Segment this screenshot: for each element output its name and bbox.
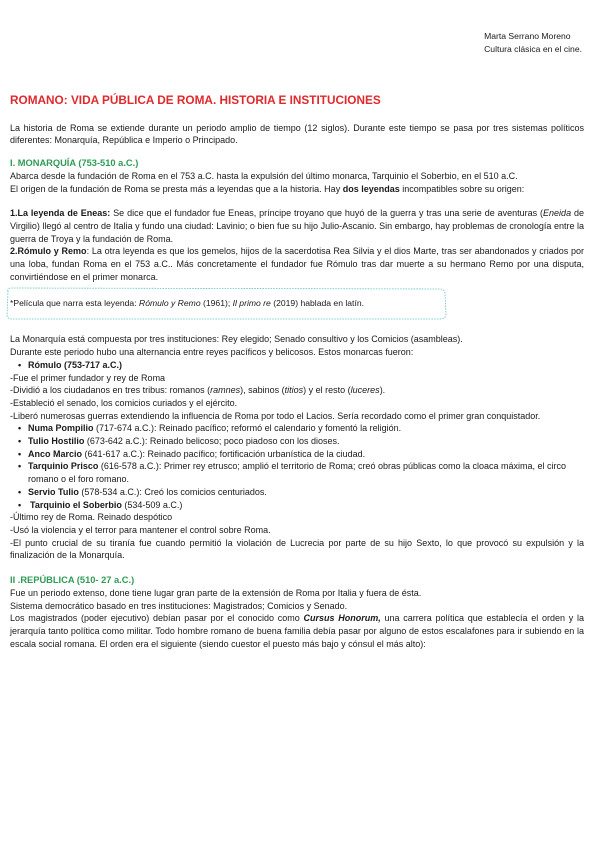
soberbio-point-1: -Último rey de Roma. Reinado despótico	[10, 512, 173, 523]
monarquia-institutions: La Monarquía está compuesta por tres instituciones: Rey elegido; Senado consultivo y los Comicios (asambleas).	[10, 334, 463, 345]
section-heading-republica: II .REPÚBLICA (510- 27 a.C.)	[10, 575, 135, 586]
monarquia-paragraph-2: El origen de la fundación de Roma se presta más a leyendas que a la historia. Hay dos leyendas incompatibles sobre su origen:	[10, 183, 525, 194]
film-note: *Película que narra esta leyenda: Rómulo y Remo (1961); Il primo re (2019) hablada en latín.	[10, 298, 364, 309]
course-name: Cultura clásica en el cine.	[484, 44, 582, 54]
king-tulio-hostilio: • Tulio Hostilio (673-642 a.C.): Reinado belicoso; poco piadoso con los dioses.	[10, 435, 584, 448]
king-romulo: • Rómulo (753-717 a.C.)	[10, 359, 584, 372]
document-title: ROMANO: VIDA PÚBLICA DE ROMA. HISTORIA E INSTITUCIONES	[10, 93, 381, 107]
film-note-box	[10, 289, 584, 319]
intro-paragraph: La historia de Roma se extiende durante un periodo amplio de tiempo (12 siglos). Durante este tiempo se pasa por tres sistemas políticos diferentes: Monarquía, República e Imperio o Principado.	[10, 122, 584, 146]
romulo-point-3: -Estableció el senado, los comicios curiados y el ejército.	[10, 397, 238, 408]
legend-romulo-remo: 2.Rómulo y Remo: La otra leyenda es que los gemelos, hijos de la sacerdotisa Rea Silvia y el dios Marte, tras ser abandonados y criados por una loba, fundan Roma en el 753 a.C.. Más concretamente el fundador fue Rómulo tras dar muerte a su hermano Remo por una disputa, convirtiéndose en el primer monarca.	[10, 246, 584, 282]
legend-eneas: 1.La leyenda de Eneas: Se dice que el fundador fue Eneas, príncipe troyano que huyó de la guerra y tras una serie de aventuras (Eneida de Virgilio) llegó al centro de Italia y fundo una ciudad: Lavinio; o bien fue su hijo Julio-Ascanio. Sin embargo, hay problemas de cronología entre la guerra de Troya y la fundación de Roma.	[10, 208, 584, 244]
monarquia-alternation: Durante este periodo hubo una alternancia entre reyes pacíficos y belicosos. Estos monarcas fueron:	[10, 347, 414, 358]
romulo-point-1: -Fue el primer fundador y rey de Roma	[10, 372, 166, 383]
republica-paragraph-2: Sistema democrático basado en tres instituciones: Magistrados; Comicios y Senado.	[10, 600, 348, 611]
king-servio-tulio: • Servio Tulio (578-534 a.C.): Creó los comicios centuriados.	[10, 486, 584, 499]
republica-paragraph-1: Fue un periodo extenso, done tiene lugar gran parte de la extensión de Roma por Italia y fuera de ésta.	[10, 587, 422, 598]
king-tarquinio-soberbio: • Tarquinio el Soberbio (534-509 a.C.)	[10, 499, 584, 512]
king-tarquinio-prisco: • Tarquinio Prisco (616-578 a.C.): Primer rey etrusco; amplió el territorio de Roma; creó obras públicas como la cloaca máxima, el circo romano o el foro romano.	[10, 460, 584, 485]
author-name: Marta Serrano Moreno	[484, 31, 571, 41]
document-body	[10, 94, 584, 650]
monarquia-paragraph-1: Abarca desde la fundación de Roma en el 753 a.C. hasta la expulsión del último monarca, Tarquinio el Soberbio, en el 510 a.C.	[10, 170, 518, 181]
romulo-point-2: -Dividió a los ciudadanos en tres tribus: romanos (ramnes), sabinos (titios) y el resto (luceres).	[10, 385, 386, 396]
king-anco-marcio: • Anco Marcio (641-617 a.C.): Reinado pacífico; fortificación urbanística de la ciudad.	[10, 448, 584, 461]
soberbio-point-3: -El punto crucial de su tiranía fue cuando permitió la violación de Lucrecia por parte de su hijo Sexto, lo que provocó su expulsión y la finalización de la Monarquía.	[10, 537, 584, 561]
soberbio-point-2: -Usó la violencia y el terror para mantener el control sobre Roma.	[10, 524, 271, 535]
page-header	[484, 30, 582, 56]
king-numa-pompilio: • Numa Pompilio (717-674 a.C.): Reinado pacífico; reformó el calendario y fomentó la religión.	[10, 422, 584, 435]
romulo-point-4: -Liberó numerosas guerras extendiendo la influencia de Roma por todo el Lacios. Sería recordado como el primer gran conquistador.	[10, 410, 541, 421]
section-heading-monarquia: I. MONARQUÍA (753-510 a.C.)	[10, 158, 139, 169]
republica-paragraph-3: Los magistrados (poder ejecutivo) debían pasar por el conocido como Cursus Honorum, una carrera política que establecía el orden y la jerarquía tanto política como militar. Todo hombre romano de buena familia debía pasar por alguno de estos escalafones para ir subiendo en la escala social romana. El orden era el siguiente (siendo cuestor el puesto más bajo y cónsul el más alto):	[10, 613, 584, 649]
